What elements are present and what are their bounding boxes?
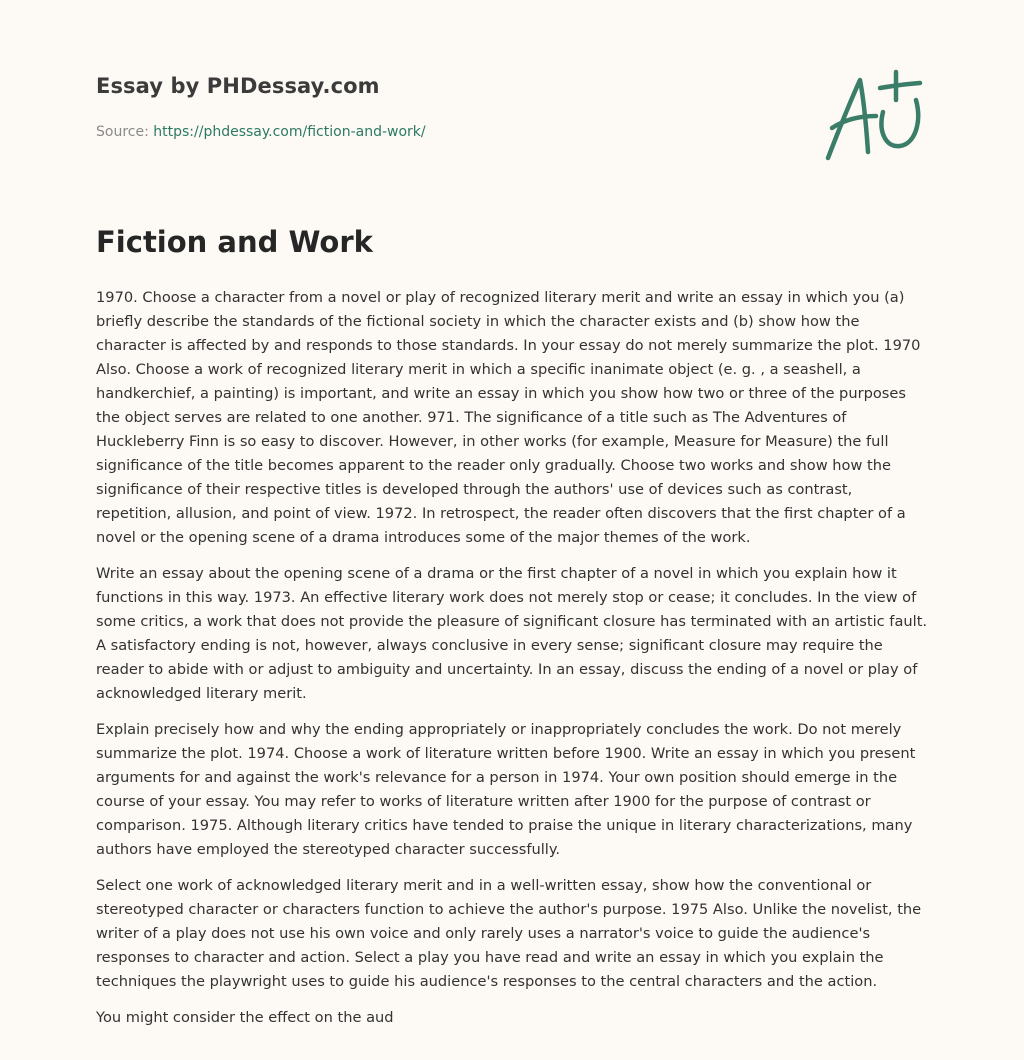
- source-line: [96, 124, 426, 140]
- essay-title: Fiction and Work: [96, 225, 373, 259]
- essay-paragraph: 1970. Choose a character from a novel or play of recognized literary merit and write an essay in which you (a) briefly describe the standards of the fictional society in which the character exists and (b) show how the character is affected by and responds to those standards. In your essay do not merely summarize the plot. 1970 Also. Choose a work of recognized literary merit in which a specific inanimate object (e. g. , a seashell, a handkerchief, a painting) is important, and write an essay in which you show how two or three of the purposes the object serves are related to one another. 971. The significance of a title such as The Adventures of Huckleberry Finn is so easy to discover. However, in other works (for example, Measure for Measure) the full significance of the title becomes apparent to the reader only gradually. Choose two works and show how the significance of their respective titles is developed through the authors' use of devices such as contrast, repetition, allusion, and point of view. 1972. In retrospect, the reader often discovers that the first chapter of a novel or the opening scene of a drama introduces some of the major themes of the work.: [96, 289, 921, 546]
- essay-paragraph: Select one work of acknowledged literary merit and in a well-written essay, show how the conventional or stereotyped character or characters function to achieve the author's purpose. 1975 Also. Unlike the novelist, the writer of a play does not use his own voice and only rarely uses a narrator's voice to guide the audience's responses to character and action. Select a play you have read and write an essay in which you explain the techniques the playwright uses to guide his audience's responses to the central characters and the action.: [96, 877, 922, 990]
- source-label: Source:: [96, 124, 149, 140]
- essay-paragraph: Explain precisely how and why the ending appropriately or inappropriately concludes the work. Do not merely summarize the plot. 1974. Choose a work of literature written before 1900. Write an essay in which you present arguments for and against the work's relevance for a person in 1974. Your own position should emerge in the course of your essay. You may refer to works of literature written after 1900 for the purpose of contrast or comparison. 1975. Although literary critics have tended to praise the unique in literary characterizations, many authors have employed the stereotyped character successfully.: [96, 721, 916, 858]
- essay-paragraph: You might consider the effect on the aud: [96, 1009, 394, 1026]
- a-plus-logo-icon: [820, 66, 930, 166]
- essay-paragraph: Write an essay about the opening scene of a drama or the first chapter of a novel in which you explain how it functions in this way. 1973. An effective literary work does not merely stop or cease; it concludes. In the view of some critics, a work that does not provide the pleasure of significant closure has terminated with an artistic fault. A satisfactory ending is not, however, always conclusive in every sense; significant closure may require the reader to abide with or adjust to ambiguity and uncertainty. In an essay, discuss the ending of a novel or play of acknowledged literary merit.: [96, 565, 928, 702]
- source-link[interactable]: https://phdessay.com/fiction-and-work/: [153, 124, 426, 140]
- essay-body: [96, 286, 932, 1042]
- site-title: Essay by PHDessay.com: [96, 74, 380, 98]
